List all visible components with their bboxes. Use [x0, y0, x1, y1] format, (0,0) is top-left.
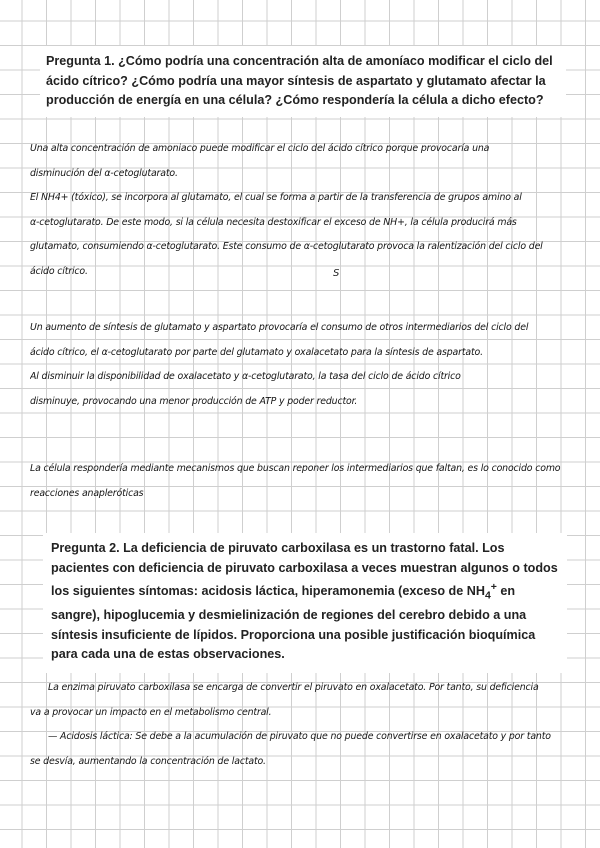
question-2-text-end: en sangre), hipoglucemia y desmielinización de regiones del cerebro debido a una síntesis insuficiente de lípidos. Proporciona una posible justificación bioquímica para cada una de estas observaciones. [51, 584, 536, 662]
answer-line: — Acidosis láctica: Se debe a la acumulación de piruvato que no puede convertirse en oxalacetato y por tanto [48, 731, 551, 742]
answer-1-handwriting [30, 137, 578, 284]
answer-line: reacciones anapleróticas [30, 487, 144, 499]
answer-line: La célula respondería mediante mecanismos que buscan reponer los intermediarios que faltan, es lo conocido como [30, 463, 561, 474]
question-2-superscript: + [490, 581, 497, 593]
answer-line: Al disminuir la disponibilidad de oxalacetato y α-cetoglutarato, la tasa del ciclo de ácido cítrico [30, 371, 461, 382]
answer-line: se desvía, aumentando la concentración de lactato. [30, 755, 266, 767]
answer-line: ácido cítrico, el α-cetoglutarato por parte del glutamato y oxalacetato para la síntesis de aspartato. [30, 346, 483, 358]
answer-3-handwriting [30, 457, 578, 506]
answer-line: disminución del α-cetoglutarato. [30, 167, 178, 179]
answer-line: va a provocar un impacto en el metabolismo central. [30, 706, 272, 718]
stray-mark: S [333, 268, 340, 279]
answer-4-handwriting [30, 676, 578, 774]
answer-2-handwriting [30, 316, 578, 414]
answer-line: disminuye, provocando una menor producción de ATP y poder reductor. [30, 395, 358, 407]
answer-line: El NH4+ (tóxico), se incorpora al glutamato, el cual se forma a partir de la transferencia de grupos amino al [30, 192, 522, 203]
question-2-text-start: Pregunta 2. La deficiencia de piruvato carboxilasa es un trastorno fatal. Los pacientes con deficiencia de piruvato carboxilasa a veces muestran algunos o todos los siguientes síntomas: acidosis láctica, hiperamonemia (exceso de NH [51, 541, 558, 599]
question-1-box [40, 46, 566, 117]
answer-line: Una alta concentración de amoniaco puede modificar el ciclo del ácido cítrico porque provocaría una [30, 143, 490, 154]
answer-line: La enzima piruvato carboxilasa se encarga de convertir el piruvato en oxalacetato. Por tanto, su deficiencia [48, 682, 539, 693]
answer-line: α-cetoglutarato. De este modo, si la célula necesita destoxificar el exceso de NH+, la célula producirá más [30, 216, 517, 228]
question-2-subscript: 4 [484, 589, 491, 602]
answer-line: Un aumento de síntesis de glutamato y aspartato provocaría el consumo de otros intermediarios del ciclo del [30, 322, 529, 333]
question-1-text: Pregunta 1. ¿Cómo podría una concentración alta de amoníaco modificar el ciclo del ácido cítrico? ¿Cómo podría una mayor síntesis de aspartato y glutamato afectar la producción de energía en una célula? ¿Cómo respondería la célula a dicho efecto? [46, 54, 553, 107]
answer-line: ácido cítrico. [30, 265, 88, 277]
answer-line: glutamato, consumiendo α-cetoglutarato. Este consumo de α-cetoglutarato provoca la ralentización del ciclo del [30, 241, 543, 252]
question-2-box [43, 533, 567, 673]
